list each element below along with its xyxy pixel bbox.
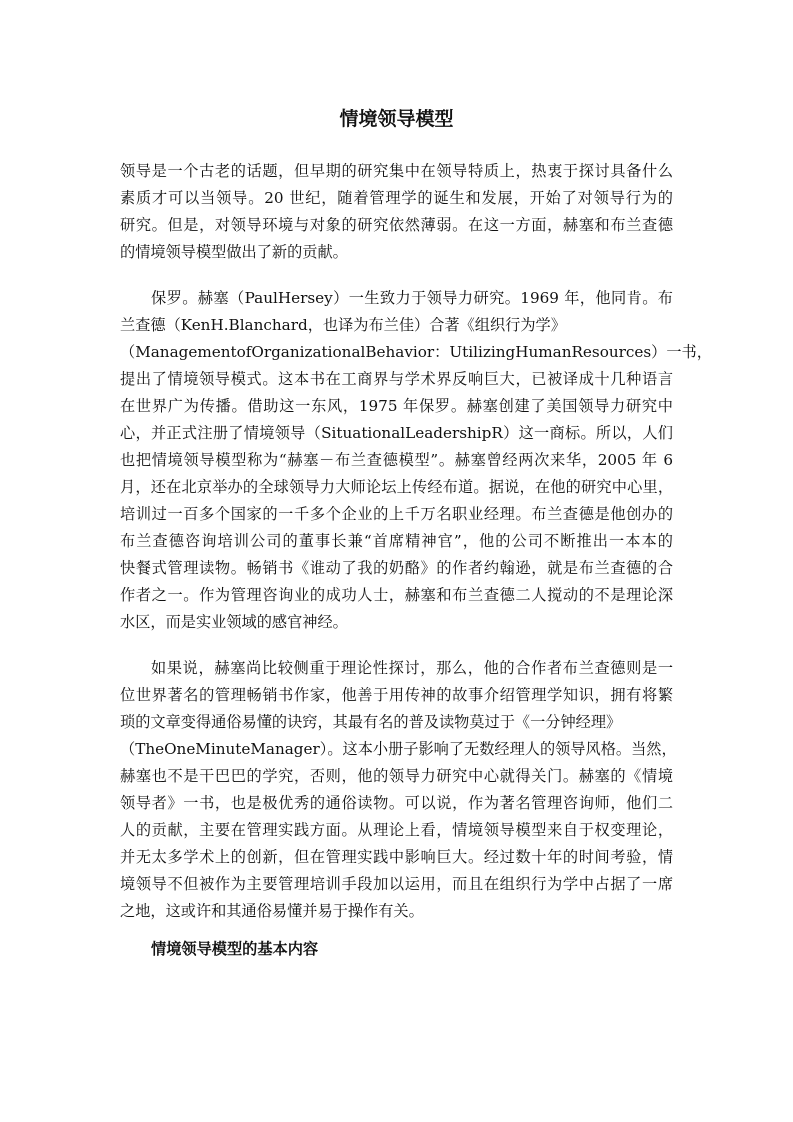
text-line: 的情境领导模型做出了新的贡献。 [120,243,348,261]
text-line: 之地，这或许和其通俗易懂并易于操作有关。 [120,902,424,920]
text-line: 培训过一百多个国家的一千多个企业的上千万名职业经理。布兰查德是他创办的 [120,505,673,523]
text-line: 琐的文章变得通俗易懂的诀窍，其最有名的普及读物莫过于《一分钟经理》 [120,713,622,731]
text-line: 境领导不但被作为主要管理培训手段加以运用，而且在组织行为学中占据了一席 [120,875,673,893]
text-line: 快餐式管理读物。畅销书《谁动了我的奶酪》的作者约翰逊，就是布兰查德的合 [120,559,673,577]
paragraph-intro [120,158,673,266]
section-heading: 情境领导模型的基本内容 [151,940,319,958]
text-line: 作者之一。作为管理咨询业的成功人士，赫塞和布兰查德二人搅动的不是理论深 [120,586,673,604]
text-line: 如果说，赫塞尚比较侧重于理论性探讨，那么，他的合作者布兰查德则是一 [151,659,673,677]
text-line: 领导者》一书，也是极优秀的通俗读物。可以说，作为著名管理咨询师，他们二 [120,794,673,812]
text-line: 月，还在北京举办的全球领导力大师论坛上传经布道。据说，在他的研究中心里， [120,478,673,496]
paragraph-hersey [120,285,712,636]
text-line: 人的贡献，主要在管理实践方面。从理论上看，情境领导模型来自于权变理论， [120,821,673,839]
text-line: 心，并正式注册了情境领导（SituationalLeadershipR）这一商标。所以，人们 [120,424,673,442]
text-line: 布兰查德咨询培训公司的董事长兼“首席精神官”，他的公司不断推出一本本的 [120,532,673,550]
text-line: 素质才可以当领导。20 世纪，随着管理学的诞生和发展，开始了对领导行为的 [120,189,673,207]
text-line: （ManagementofOrganizationalBehavior：UtilizingHumanResources）一书， [120,343,712,361]
text-line: （TheOneMinuteManager）。这本小册子影响了无数经理人的领导风格。当然， [120,740,677,758]
text-line: 也把情境领导模型称为“赫塞－布兰查德模型”。赫塞曾经两次来华，2005 年 6 [120,451,673,469]
paragraph-blanchard [120,655,677,925]
document-title: 情境领导模型 [339,108,454,130]
text-line: 在世界广为传播。借助这一东风，1975 年保罗。赫塞创建了美国领导力研究中 [120,397,673,415]
text-line: 兰查德（KenH.Blanchard，也译为布兰佳）合著《组织行为学》 [120,316,566,334]
text-line: 水区，而是实业领域的感官神经。 [120,613,348,631]
text-line: 领导是一个古老的话题，但早期的研究集中在领导特质上，热衷于探讨具备什么 [120,162,673,180]
text-line: 提出了情境领导模式。这本书在工商界与学术界反响巨大，已被译成十几种语言 [120,370,673,388]
text-line: 并无太多学术上的创新，但在管理实践中影响巨大。经过数十年的时间考验，情 [120,848,673,866]
text-line: 赫塞也不是干巴巴的学究，否则，他的领导力研究中心就得关门。赫塞的《情境 [120,767,673,785]
text-line: 研究。但是，对领导环境与对象的研究依然薄弱。在这一方面，赫塞和布兰查德 [120,216,673,234]
text-line: 保罗。赫塞（PaulHersey）一生致力于领导力研究。1969 年，他同肯。布 [151,289,673,307]
text-line: 位世界著名的管理畅销书作家，他善于用传神的故事介绍管理学知识，拥有将繁 [120,686,673,704]
